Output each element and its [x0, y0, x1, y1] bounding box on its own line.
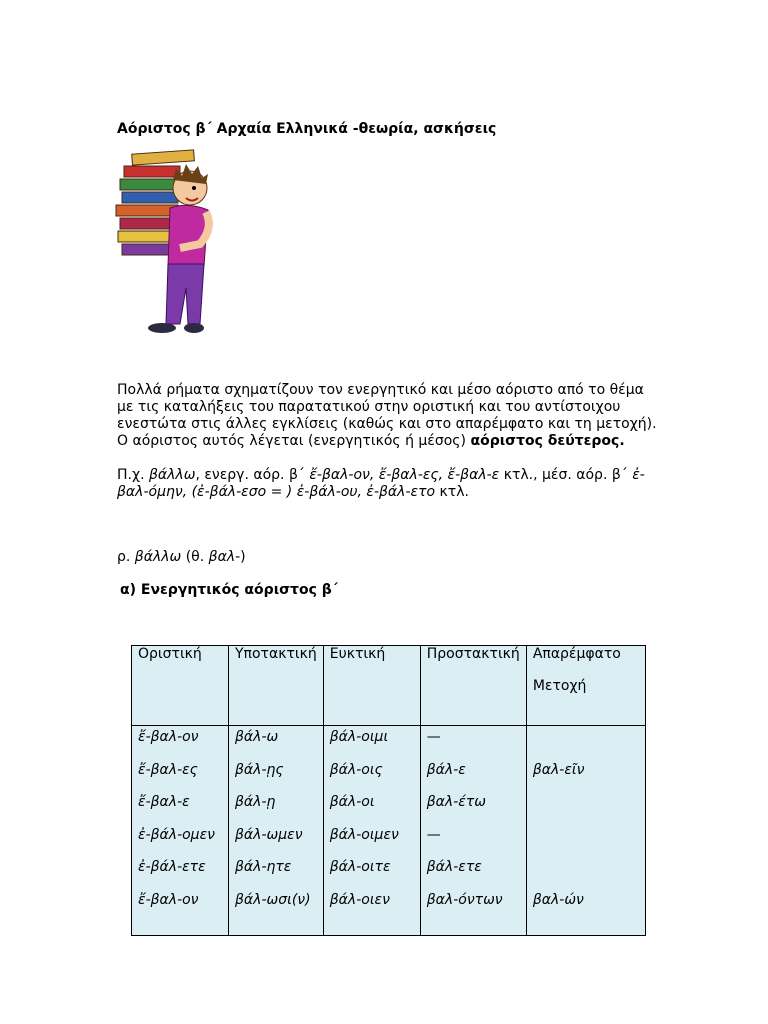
infinitive-participle-column	[526, 726, 645, 936]
table-cell: βάλ-οιεν	[329, 891, 390, 908]
table-cell: —	[426, 826, 441, 843]
table-cell: βάλ-ωσι(ν)	[235, 891, 311, 908]
table-cell: βάλ-οι	[329, 794, 375, 810]
participle-form: βαλ-ών	[532, 891, 584, 908]
table-cell: —	[426, 729, 441, 745]
example-verb: βάλλω	[148, 467, 196, 483]
infinitive-form: βαλ-εῖν	[532, 761, 585, 778]
header-participle: Μετοχή	[532, 678, 587, 694]
example-text: , ενεργ. αόρ. β΄	[195, 467, 310, 483]
example-text: κτλ., μέσ. αόρ. β΄	[499, 467, 633, 483]
intro-bold: αόριστος δεύτερος.	[470, 433, 625, 449]
example-text: Π.χ.	[117, 467, 149, 483]
empty-cell	[533, 726, 639, 759]
stem-text: (θ.	[181, 549, 209, 565]
empty-cell	[533, 856, 639, 889]
stem-verb: βάλλω	[134, 549, 182, 565]
table-cell: βάλ-ετε	[426, 859, 482, 875]
table-header-row	[132, 646, 646, 726]
table-cell: βαλ-έτω	[426, 794, 486, 810]
conjugation-table	[131, 645, 646, 936]
table-cell: βάλ-ῃ	[235, 794, 276, 810]
imperative-column	[420, 726, 526, 936]
page-title: Αόριστος β΄ Αρχαία Ελληνικά -θεωρία, ασκήσεις	[117, 121, 497, 137]
section-heading: α) Ενεργητικός αόριστος β΄	[120, 582, 338, 598]
header-indicative: Οριστική	[132, 646, 229, 726]
intro-paragraph	[117, 382, 657, 450]
table-cell: ἔ-βαλ-ες	[138, 761, 198, 778]
table-cell: βάλ-ητε	[235, 859, 292, 875]
table-cell: βάλ-ῃς	[235, 761, 284, 778]
table-cell: ἔ-βαλ-ον	[138, 729, 199, 745]
indicative-column	[132, 726, 229, 936]
table-cell: βάλ-ω	[235, 729, 279, 745]
stem-line	[117, 549, 657, 566]
intro-text: Πολλά ρήματα σχηματίζουν τον ενεργητικό και μέσο αόριστο από το θέμα με τις καταλήξεις του παρατατικού στην οριστική και του αντίστοιχου ενεστώτα στις άλλες εγκλίσεις (καθώς και στο απαρέμφατο και τη μετοχή). Ο αόριστος αυτός λέγεται (ενεργητικός ή μέσος)	[117, 382, 657, 449]
header-optative: Ευκτική	[323, 646, 420, 726]
table-cell: βάλ-οιμεν	[329, 826, 399, 843]
header-imperative: Προστακτική	[420, 646, 526, 726]
table-cell: βάλ-ωμεν	[235, 826, 303, 843]
table-cell: βάλ-οιτε	[329, 859, 391, 875]
example-paragraph	[117, 467, 657, 501]
example-text: κτλ.	[435, 484, 469, 500]
subjunctive-column	[229, 726, 324, 936]
table-cell: ἐ-βάλ-ετε	[138, 859, 206, 875]
empty-cell	[533, 791, 639, 824]
header-infinitive-participle	[526, 646, 645, 726]
header-subjunctive: Υποτακτική	[229, 646, 324, 726]
example-forms-middle: ἐ-βαλ-όμην, (ἐ-βάλ-εσο = ) ἐ-βάλ-ου, ἐ-βάλ-ετο	[117, 467, 645, 500]
example-forms-active: ἔ-βαλ-ον, ἔ-βαλ-ες, ἔ-βαλ-ε	[309, 467, 500, 483]
table-cell: βάλ-οις	[329, 761, 383, 778]
table-cell: ἐ-βάλ-ομεν	[138, 826, 215, 843]
table-cell: βαλ-όντων	[426, 891, 503, 908]
table-cell: βάλ-ε	[426, 761, 466, 778]
stem-text: -)	[235, 549, 246, 565]
table-cell: ἔ-βαλ-ε	[138, 794, 190, 810]
stem-text: ρ.	[117, 549, 135, 565]
boy-carrying-books-illustration	[110, 148, 220, 342]
header-infinitive: Απαρέμφατο	[532, 646, 621, 662]
stem-theme: βαλ	[208, 549, 236, 565]
table-body-row	[132, 726, 646, 936]
optative-column	[323, 726, 420, 936]
table-cell: ἔ-βαλ-ον	[138, 891, 199, 908]
empty-cell	[533, 824, 639, 857]
table-cell: βάλ-οιμι	[329, 729, 389, 745]
